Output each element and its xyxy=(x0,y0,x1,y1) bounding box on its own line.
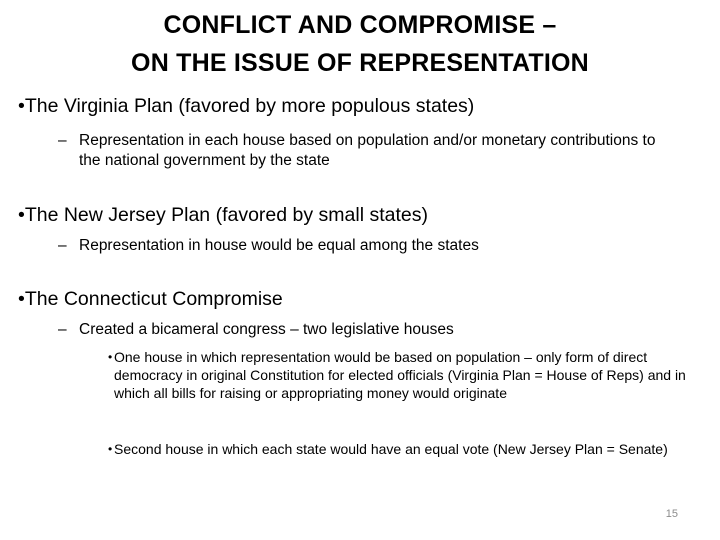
bullet-text: The Virginia Plan (favored by more populous states) xyxy=(24,95,475,117)
dash-marker: – xyxy=(58,237,67,254)
bullet-text: The New Jersey Plan (favored by small states) xyxy=(24,204,428,226)
detail-bullet-text: One house in which representation would be based on population – only form of direct democracy in original Constitution for elected officials (Virginia Plan = House of Reps) and in which all bills for raising or appropriating money would originate xyxy=(114,349,686,401)
dash-marker: – xyxy=(58,321,67,338)
sub-bullet-text: Created a bicameral congress – two legislative houses xyxy=(79,321,454,338)
page-number: 15 xyxy=(665,508,678,520)
slide-title xyxy=(40,6,680,82)
bullet-text: The Connecticut Compromise xyxy=(24,288,283,310)
bullet-marker: • xyxy=(18,95,25,117)
detail-bullet-text: Second house in which each state would have an equal vote (New Jersey Plan = Senate) xyxy=(114,441,668,457)
bullet-virginia-plan xyxy=(18,94,474,118)
title-line-2: ON THE ISSUE OF REPRESENTATION xyxy=(131,49,589,77)
sub-bullet-text: Representation in each house based on population and/or monetary contributions to the national government by the state xyxy=(79,132,656,169)
detail-bullet-marker: • xyxy=(108,442,113,456)
bullet-new-jersey-plan xyxy=(18,203,428,227)
bullet-marker: • xyxy=(18,204,25,226)
title-line-1: CONFLICT AND COMPROMISE – xyxy=(163,11,557,39)
detail-bullet-marker: • xyxy=(108,350,113,364)
bullet-marker: • xyxy=(18,288,25,310)
bullet-connecticut-compromise xyxy=(18,287,283,311)
dash-marker: – xyxy=(58,132,67,149)
sub-bullet-text: Representation in house would be equal among the states xyxy=(79,237,479,254)
